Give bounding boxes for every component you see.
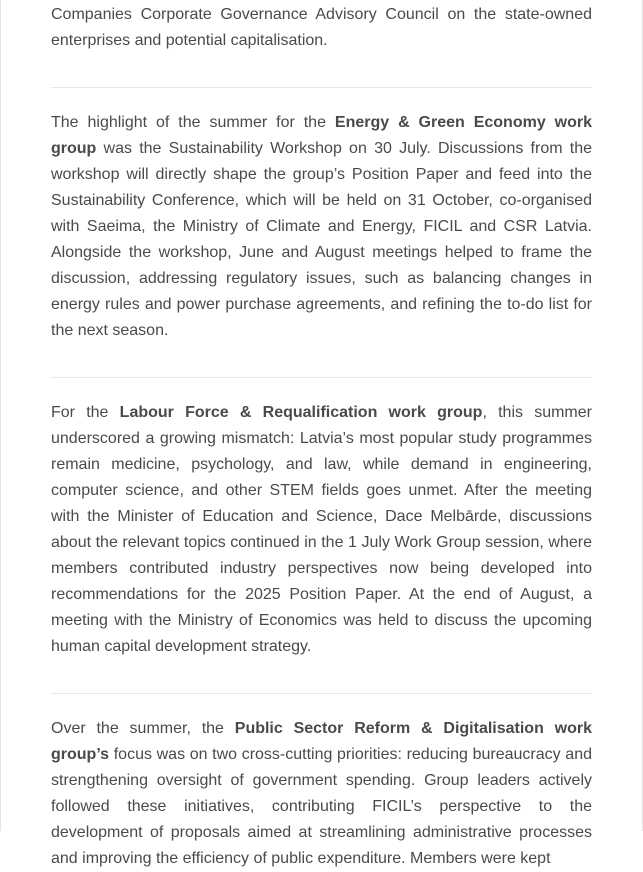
paragraph-energy-green-economy — [51, 110, 592, 344]
paragraph-governance — [51, 2, 592, 54]
section-divider — [51, 377, 592, 378]
section-divider — [51, 693, 592, 694]
paragraph-text: For the — [51, 404, 120, 421]
paragraph-text: focus was on two cross-cutting priorities: reducing bureaucracy and strengthening oversight of government spending. Group leaders actively followed these initiatives, contributing FICIL’s perspective to the development of proposals aimed at streamlining administrative processes and improving the efficiency of public expenditure. Members were kept — [51, 746, 592, 867]
paragraph-text: , this summer underscored a growing mismatch: Latvia’s most popular study programmes remain medicine, psychology, and law, while demand in engineering, computer science, and other STEM fields goes unmet. After the meeting with the Minister of Education and Science, Dace Melbārde, discussions about the relevant topics continued in the 1 July Work Group session, where members contributed industry perspectives now being developed into recommendations for the 2025 Position Paper. At the end of August, a meeting with the Ministry of Economics was held to discuss the upcoming human capital development strategy. — [51, 404, 592, 655]
paragraph-public-sector-reform — [51, 716, 592, 872]
paragraph-text: Companies Corporate Governance Advisory Council on the state-owned enterprises and potential capitalisation. — [51, 6, 592, 49]
paragraph-text: Over the summer, the — [51, 720, 235, 737]
paragraph-text: was the Sustainability Workshop on 30 July. Discussions from the workshop will directly shape the group’s Position Paper and feed into the Sustainability Conference, which will be held on 31 October, co-organised with Saeima, the Ministry of Climate and Energy, FICIL and CSR Latvia. Alongside the workshop, June and August meetings helped to frame the discussion, addressing regulatory issues, such as balancing changes in energy rules and power purchase agreements, and refining the to-do list for the next season. — [51, 140, 592, 339]
newsletter-body — [51, 2, 592, 872]
section-divider — [51, 87, 592, 88]
work-group-name: Labour Force & Requalification work group — [119, 404, 483, 421]
work-group-name: Public Sector Reform & Digitalisation work group’s — [51, 720, 593, 763]
paragraph-text: The highlight of the summer for the — [51, 114, 335, 131]
paragraph-labour-force — [51, 400, 592, 660]
work-group-name: Energy & Green Economy work group — [51, 114, 592, 157]
